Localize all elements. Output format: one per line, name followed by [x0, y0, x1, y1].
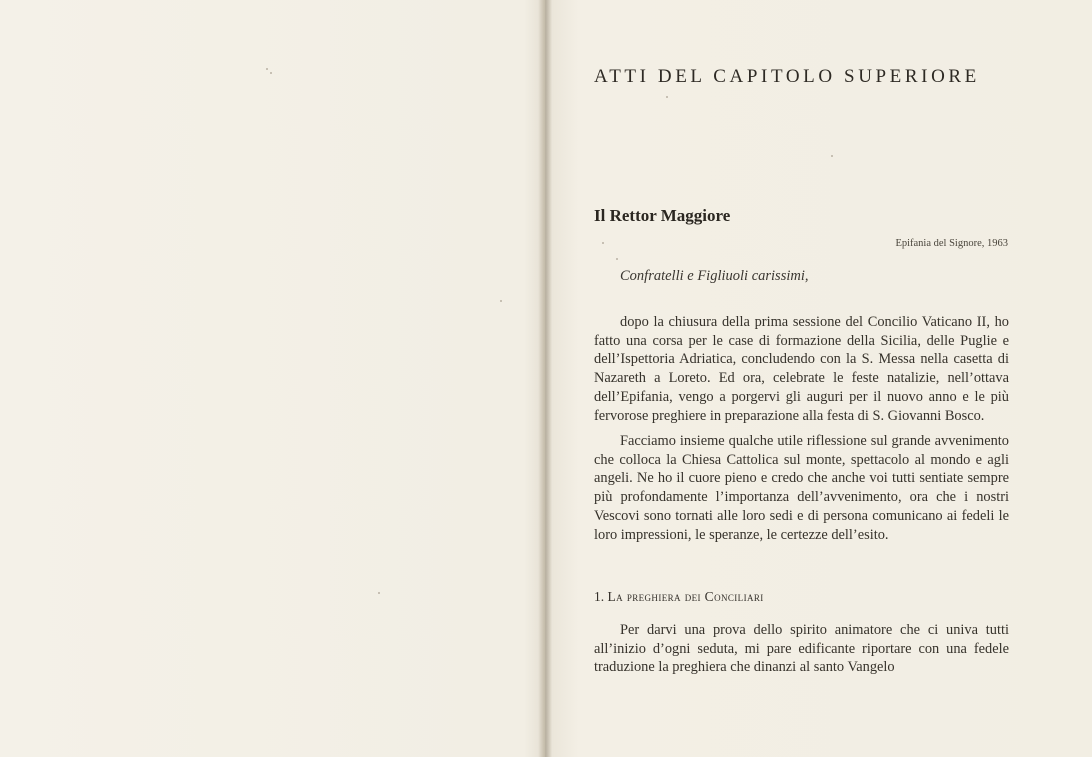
page-subtitle: Il Rettor Maggiore [594, 206, 731, 225]
left-page-blank [0, 0, 540, 757]
section-title: ATTI DEL CAPITOLO SUPERIORE [594, 66, 980, 87]
heading-number: 1. [594, 589, 605, 604]
paragraph-text: Facciamo insieme qualche utile riflessione sul grande avvenimento che colloca la Chiesa Cattolica sul monte, spettacolo al mondo e agli angeli. Ne ho il cuore pieno e credo che anche voi tutti sentiate sempre più profondamente l’importanza dell’avvenimento, ora che i nostri Vescovi sono tornati alle loro sedi e di persona comunicano ai fedeli le loro impressioni, le speranze, le certezze dell’esito. [594, 433, 1009, 543]
paper-speck [270, 72, 272, 74]
body-paragraph-1 [594, 313, 1009, 425]
salutation: Confratelli e Figliuoli carissimi, [620, 268, 809, 284]
dateline: Epifania del Signore, 1963 [895, 238, 1008, 249]
section-heading [594, 589, 764, 605]
paper-speck [666, 96, 668, 98]
heading-text: La preghiera dei Conciliari [607, 589, 764, 604]
paper-speck [602, 242, 604, 244]
paragraph-text: dopo la chiusura della prima sessione del Concilio Vaticano II, ho fatto una corsa per le case di formazione della Sicilia, delle Puglie e dell’Ispettoria Adriatica, concludendo con la S. Messa nella casetta di Nazareth a Loreto. Ed ora, celebrate le feste natalizie, nell’ottava dell’Epifania, vengo a porgervi gli auguri per il nuovo anno e le più fervorose preghiere in preparazione alla festa di S. Giovanni Bosco. [594, 314, 1009, 424]
right-page [548, 0, 1092, 757]
paper-speck [831, 155, 833, 157]
body-paragraph-3 [594, 621, 1009, 677]
paragraph-text: Per darvi una prova dello spirito animatore che ci univa tutti all’inizio d’ogni seduta, mi pare edificante riportare con una fedele traduzione la preghiera che dinanzi al santo Vangelo [594, 622, 1009, 676]
paper-speck [500, 300, 502, 302]
body-paragraph-2 [594, 432, 1009, 544]
paper-speck [378, 592, 380, 594]
paper-speck [266, 68, 268, 70]
paper-speck [616, 258, 618, 260]
